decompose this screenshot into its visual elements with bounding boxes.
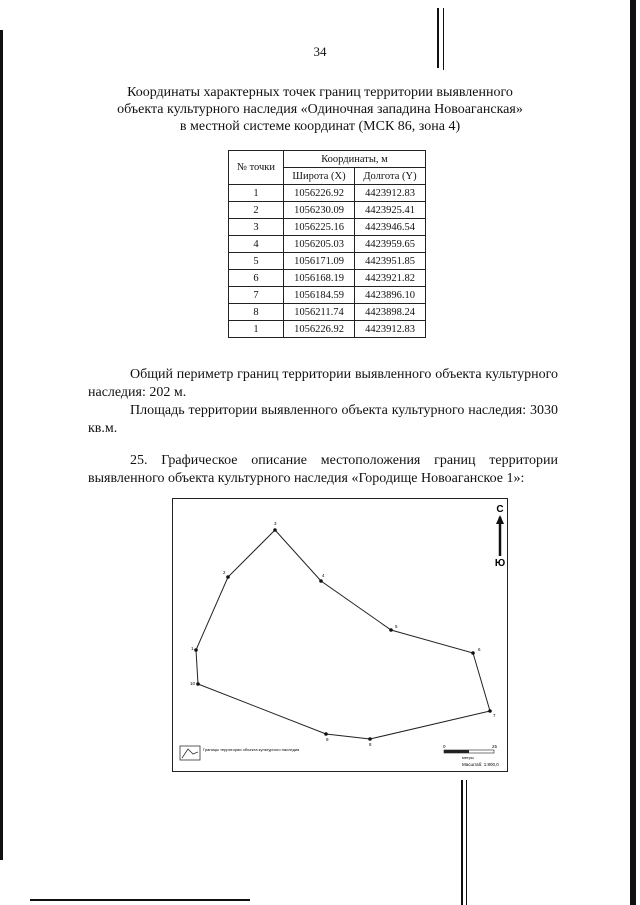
table-row	[229, 236, 426, 253]
header-latitude: Широта (X)	[284, 168, 355, 185]
boundary-map	[172, 498, 508, 772]
right-binding-edge	[630, 0, 636, 905]
cell-longitude: 4423946.54	[355, 219, 426, 236]
cell-point-number: 6	[229, 270, 284, 287]
table-row	[229, 321, 426, 338]
heading-line-2: объекта культурного наследия «Одиночная западина Новоаганская»	[117, 102, 523, 117]
vertex-label: 2	[223, 570, 226, 575]
cell-latitude: 1056226.92	[284, 185, 355, 202]
cell-point-number: 8	[229, 304, 284, 321]
vertical-rule-bottom-2	[466, 780, 467, 905]
vertex-point	[226, 575, 230, 579]
vertex-point	[196, 682, 200, 686]
cell-latitude: 1056211.74	[284, 304, 355, 321]
coordinates-table	[228, 150, 426, 338]
cell-point-number: 1	[229, 321, 284, 338]
cell-longitude: 4423921.82	[355, 270, 426, 287]
vertex-label: 6	[478, 647, 481, 652]
cell-longitude: 4423896.10	[355, 287, 426, 304]
vertex-point	[273, 528, 277, 532]
scale-max: 25	[492, 744, 498, 749]
north-label: С	[496, 504, 504, 515]
vertical-rule-top-2	[443, 8, 444, 70]
cell-latitude: 1056171.09	[284, 253, 355, 270]
scale-zero: 0	[443, 744, 446, 749]
header-coordinates: Координаты, м	[284, 151, 426, 168]
heading-line-1: Координаты характерных точек границ территории выявленного	[127, 85, 513, 100]
cell-longitude: 4423959.65	[355, 236, 426, 253]
header-point-number: № точки	[229, 151, 284, 185]
cell-point-number: 5	[229, 253, 284, 270]
vertex-group	[190, 521, 496, 747]
cell-longitude: 4423951.85	[355, 253, 426, 270]
cell-point-number: 2	[229, 202, 284, 219]
page-number: 34	[313, 44, 327, 59]
cell-latitude: 1056205.03	[284, 236, 355, 253]
scale-text: Масштаб: 1:800,0	[462, 762, 499, 767]
section-heading	[80, 84, 560, 135]
legend-text: Границы территории объекта культурного наследия	[203, 747, 300, 752]
vertex-point	[194, 648, 198, 652]
vertex-point	[488, 709, 492, 713]
legend-icon	[180, 746, 200, 760]
scale-units: метры	[462, 755, 474, 760]
cell-longitude: 4423912.83	[355, 185, 426, 202]
vertex-point	[319, 579, 323, 583]
boundary-polygon	[196, 530, 490, 739]
cell-latitude: 1056168.19	[284, 270, 355, 287]
table-row	[229, 185, 426, 202]
vertex-point	[389, 628, 393, 632]
heading-line-3: в местной системе координат (МСК 86, зона 4)	[179, 119, 461, 134]
cell-point-number: 4	[229, 236, 284, 253]
cell-point-number: 7	[229, 287, 284, 304]
vertex-label: 10	[190, 681, 196, 686]
cell-latitude: 1056225.16	[284, 219, 355, 236]
vertex-point	[368, 737, 372, 741]
scale-bar	[444, 750, 494, 753]
table-row	[229, 304, 426, 321]
cell-point-number: 1	[229, 185, 284, 202]
vertex-label: 3	[274, 521, 277, 526]
vertex-point	[471, 651, 475, 655]
vertex-label: 7	[493, 713, 496, 718]
table-row	[229, 270, 426, 287]
cell-longitude: 4423912.83	[355, 321, 426, 338]
left-binding-edge	[0, 30, 3, 860]
table-row	[229, 202, 426, 219]
table-row	[229, 253, 426, 270]
vertical-rule-bottom	[461, 780, 463, 905]
cell-latitude: 1056230.09	[284, 202, 355, 219]
section-25-paragraph: 25. Графическое описание местоположения границ территории выявленного объекта культурного наследия «Городище Новоаганское 1»:	[88, 453, 558, 486]
north-arrow-icon	[496, 515, 504, 556]
header-longitude: Долгота (Y)	[355, 168, 426, 185]
bottom-rule	[30, 899, 250, 901]
table-body	[229, 185, 426, 338]
vertex-label: 1	[191, 646, 194, 651]
vertex-label: 5	[395, 624, 398, 629]
cell-longitude: 4423898.24	[355, 304, 426, 321]
vertex-point	[324, 732, 328, 736]
vertex-label: 4	[322, 573, 325, 578]
table-row	[229, 287, 426, 304]
perimeter-paragraph: Общий периметр границ территории выявленного объекта культурного наследия: 202 м.	[88, 367, 558, 400]
south-label: Ю	[494, 558, 506, 569]
vertex-label: 8	[369, 742, 372, 747]
vertex-label: 9	[326, 737, 329, 742]
table-row	[229, 219, 426, 236]
area-paragraph: Площадь территории выявленного объекта культурного наследия: 3030 кв.м.	[88, 403, 558, 436]
cell-longitude: 4423925.41	[355, 202, 426, 219]
cell-latitude: 1056184.59	[284, 287, 355, 304]
cell-latitude: 1056226.92	[284, 321, 355, 338]
cell-point-number: 3	[229, 219, 284, 236]
